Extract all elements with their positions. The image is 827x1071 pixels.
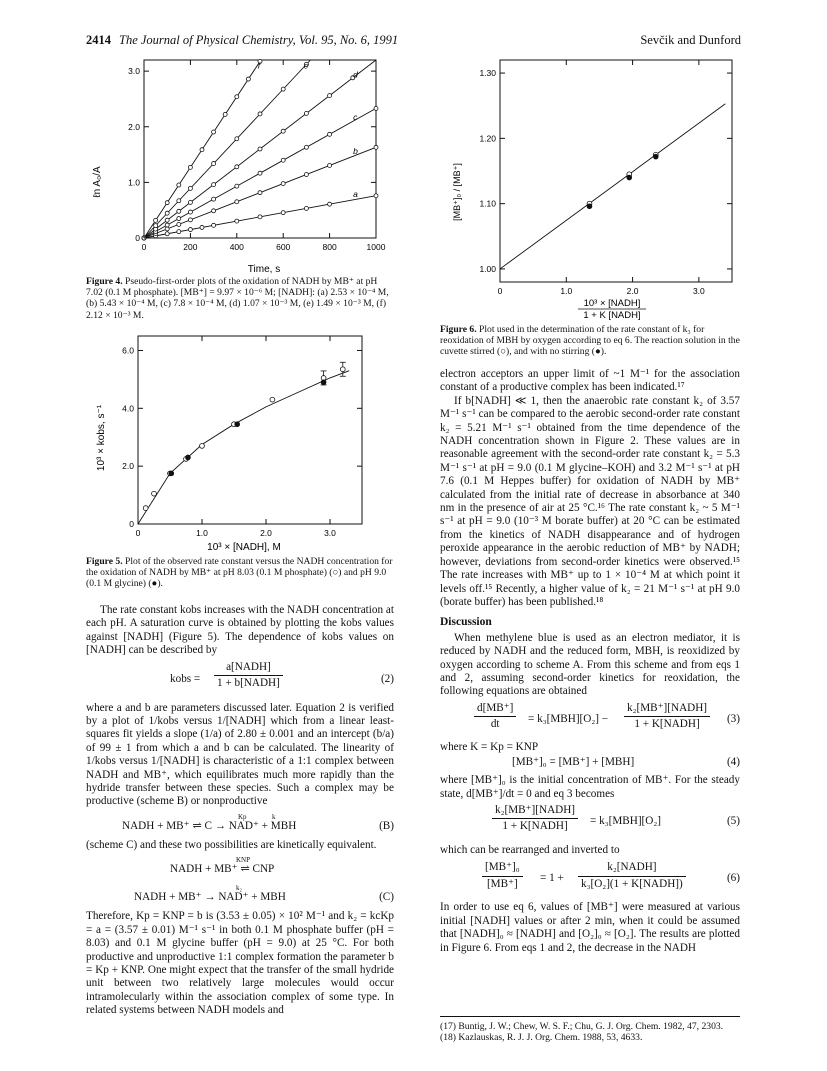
figure4-series-a-point	[374, 194, 378, 198]
figure5-x-tick-label: 1.0	[196, 528, 208, 538]
eq5-number: (5)	[726, 814, 740, 827]
figure4-series-b-point	[165, 227, 169, 231]
running-header-left	[86, 33, 398, 48]
figure5-caption-label: Figure 5.	[86, 556, 123, 567]
figure4-caption-text: Pseudo-first-order plots of the oxidation of NADH by MB⁺ at pH 7.02 (0.1 M phosphate). [MB⁺] = 9.97 × 10⁻⁶ M; [NADH]: (a) 2.53 × 10⁻⁴ M, (b) 5.43 × 10⁻⁴ M, (c) 7.8 × 10⁻⁴ M, (d) 1.07 × 10⁻³ M, (e) 1.49 × 10⁻³ M, (f) 2.12 × 10⁻³ M.	[86, 276, 389, 321]
paragraph-steady-state: where [MB⁺]₀ is the initial concentration of MB⁺. For the steady state, d[MB⁺]/dt = 0 and eq 3 becomes	[440, 774, 740, 800]
figure5-chart	[86, 328, 386, 556]
figure5-point-filled	[186, 455, 191, 460]
figure5-x-tick-label: 3.0	[324, 528, 336, 538]
paragraph-association-constant: electron acceptors an upper limit of ~1 M⁻¹ for the association constant of a productive complex has been indicated.¹⁷	[440, 368, 740, 394]
eq3-left-denominator: dt	[490, 718, 500, 731]
figure5-y-ticks	[122, 345, 362, 529]
scheme-c-equilibrium: NADH + MB⁺ ⇌ CNP	[170, 863, 275, 876]
discussion-heading: Discussion	[440, 616, 492, 629]
figure4-series-c-point	[177, 217, 181, 221]
scheme-b	[86, 811, 394, 837]
figure4-series-c-point	[374, 106, 378, 110]
scheme-c-k2: k₂	[236, 884, 242, 893]
paragraph-equation2-verification: where a and b are parameters discussed later. Equation 2 is verified by a plot of 1/kobs versus 1/[NADH] which from a linear least-squares fit yields a slope (1/a) of 2.80 ± 0.001 and an intercept (b/a) of 99 ± 1 from which a and b can be calculated. The linearity of 1/kobs versus 1/[NADH] is characteristic of a 1:1 complex between NADH and MB⁺, which equilibrates much more rapidly than the hydride transfer between these species. Such a complex may be productive (scheme B) or nonproductive	[86, 701, 394, 808]
eq4-number: (4)	[726, 756, 740, 769]
eq2-numerator: a[NADH]	[214, 661, 283, 676]
scheme-c-second	[86, 882, 394, 908]
eq3-middle: = k₃[MBH][O₂] −	[528, 712, 609, 725]
figure4-series-d-point	[235, 165, 239, 169]
where-k-definition: where K = Kp = KNP	[440, 740, 539, 753]
eq3-left-numerator: d[MB⁺]	[474, 702, 516, 717]
figure4-series-labels	[258, 60, 358, 198]
figure4-series-f-point	[200, 148, 204, 152]
figure4-series-e-point	[258, 112, 262, 116]
figure4-series-e-label: e	[303, 60, 309, 71]
figure4-series-e-point	[154, 224, 158, 228]
figure4-caption-label: Figure 4.	[86, 276, 123, 287]
paragraph-kobs-dependence: The rate constant kobs increases with the NADH concentration at each pH. A saturation curve is obtained by plotting the kobs values against [NADH] (Figure 5). The dependence of kobs values on [NADH] can be described by	[86, 604, 394, 657]
right-column-text	[440, 368, 740, 955]
figure4-series-d-label: d	[353, 69, 358, 80]
figure4-series-a-point	[328, 202, 332, 206]
paragraph-methylene-blue: When methylene blue is used as an electron mediator, it is reduced by NADH and the reduced form, MBH, is reoxidized by oxygen according to scheme A. From this scheme and from eqs 1 and 2, assuming second-order kinetics for reoxidation, the following equations are obtained	[440, 631, 740, 698]
figure5-plot-frame	[138, 336, 362, 524]
paragraph-rearranged: which can be rearranged and inverted to	[440, 843, 620, 856]
figure6-x-tick-label: 1.0	[560, 286, 573, 296]
figure6-point-filled	[587, 204, 592, 209]
figure4-series-b-point	[304, 173, 308, 177]
equation-2	[86, 661, 394, 699]
figure4-x-tick-label: 200	[183, 242, 198, 252]
figure4-y-tick-label: 0	[135, 233, 140, 243]
eq4-expression: [MB⁺]₀ = [MB⁺] + [MBH]	[512, 756, 635, 769]
figure4-series-d-point	[304, 111, 308, 115]
figure6-axes-box	[500, 60, 732, 282]
figure5-point-open	[200, 444, 205, 449]
figure5-axes-box	[138, 336, 362, 524]
figure4-series-d-point	[258, 147, 262, 151]
figure5-y-tick-label: 4.0	[122, 403, 134, 414]
references	[440, 1021, 750, 1043]
figure5-point-filled	[235, 422, 240, 427]
figure4-series-f-point	[246, 77, 250, 81]
figure4-series-e-point	[165, 211, 169, 215]
eq2-denominator: 1 + b[NADH]	[217, 677, 280, 690]
eq2-fraction	[214, 661, 283, 691]
figure5-x-ticks	[136, 336, 337, 538]
eq6-left-denominator: [MB⁺]	[486, 877, 518, 890]
figure4-series-d-point	[281, 129, 285, 133]
figure5-point-open	[152, 491, 157, 496]
figure4-series-e-point	[235, 137, 239, 141]
eq2-number: (2)	[380, 672, 394, 685]
figure6-point-filled	[627, 175, 632, 180]
left-column-text	[86, 604, 394, 1018]
figure4-series-d-point	[328, 94, 332, 98]
eq6-right-fraction	[578, 861, 686, 891]
figure4-series-a-point	[235, 219, 239, 223]
reference-17: (17) Buntig, J. W.; Chew, W. S. F.; Chu, G. J. Org. Chem. 1982, 47, 2303.	[440, 1021, 724, 1032]
figure6-x-ticks	[498, 60, 705, 296]
figure6-y-tick-label: 1.00	[479, 263, 496, 274]
figure6-y-tick-label: 1.20	[479, 133, 496, 144]
figure6-x-tick-label: 2.0	[626, 286, 639, 296]
equation-6	[440, 861, 740, 897]
figure4-series-f-point	[212, 130, 216, 134]
reference-18: (18) Kazlauskas, R. J. J. Org. Chem. 1988, 53, 4633.	[440, 1032, 643, 1044]
eq5-denominator: 1 + K[NADH]	[502, 820, 568, 833]
figure4-series-a-point	[281, 211, 285, 215]
figure6-plot-frame	[500, 60, 732, 282]
eq3-right-numerator: k₂[MB⁺][NADH]	[624, 702, 710, 717]
eq2-lhs: kobs =	[170, 672, 201, 685]
paragraph-rate-comparison: If b[NADH] ≪ 1, then the anaerobic rate constant k₂ of 3.57 M⁻¹ s⁻¹ can be compared to the aerobic second-order rate constant k₂ = 5.21 M⁻¹ s⁻¹ obtained from the time dependence of the NADH concentration shown in Figure 2. These values are in reasonable agreement with the second-order rate constant k₂ = 5.3 M⁻¹ s⁻¹ at pH = 9.0 (0.1 M glycine–KOH) and 3.2 M⁻¹ s⁻¹ at pH 7.6 (0.1 M Heppes buffer) for oxidation of NADH by MB⁺ calculated from the initial rate of decrease in absorbance at 340 nm in the presence of air at 25 °C.¹⁶ The rate constant k₂ ~ 5 M⁻¹ s⁻¹ at pH = 9.0 (10⁻³ M borate buffer) at 20 °C can be estimated from the kinetics of NADH disappearance and of hydrogen peroxide appearance in the aerobic reduction of MB⁺ by NADH; however, deviations from second-order kinetics were observed.¹⁵ The rate increases with MB⁺ up to 1 × 10⁻⁴ M at which point it levels off.¹⁵ Recently, a higher value of k₂ = 21 M⁻¹ s⁻¹ at pH 9.0 (borate buffer) has been published.¹⁸	[440, 394, 740, 608]
figure4-series-d-point	[165, 218, 169, 222]
equation-5	[440, 804, 740, 840]
figure4-series-a-point	[258, 215, 262, 219]
eq6-middle: = 1 +	[540, 872, 564, 885]
paragraph-eq6-usage: In order to use eq 6, values of [MB⁺] were measured at various initial [NADH] values or after 2 min, when it could be assumed that [NADH]₀ ≈ [NADH] and [O₂]₀ ≈ [O₂]. The results are plotted in Figure 6. From eqs 1 and 2, the decrease in the NADH	[440, 901, 740, 954]
eq3-number: (3)	[726, 712, 740, 725]
scheme-c-first	[86, 854, 394, 880]
figure4-series-b-point	[177, 222, 181, 226]
eq6-left-numerator: [MB⁺]₀	[482, 861, 523, 876]
equation-4	[440, 756, 740, 772]
figure4-series-a-point	[200, 225, 204, 229]
figure5-fit-curve	[138, 371, 349, 524]
figure4-series-a-point	[177, 230, 181, 234]
figure5-y-tick-label: 0	[129, 519, 134, 529]
figure4-series-a-point	[165, 232, 169, 236]
figure4-series-f-point	[177, 183, 181, 187]
figure4-series-d-point	[188, 200, 192, 204]
figure6-caption	[440, 324, 740, 358]
figure4-series-a-label: a	[353, 188, 358, 199]
equation-3	[440, 702, 740, 738]
figure4-series-b-point	[258, 191, 262, 195]
figure4-series-e-point	[212, 162, 216, 166]
figure4-series-f-point	[223, 112, 227, 116]
figure4-series-d-point	[212, 183, 216, 187]
figure4-series-c-point	[188, 210, 192, 214]
figure4-series-c-label: c	[353, 111, 358, 122]
eq3-left-fraction	[474, 702, 516, 732]
scheme-c-reaction: NADH + MB⁺ → NAD⁺ + MBH	[134, 891, 286, 904]
figure4-series-e-point	[177, 199, 181, 203]
figure4-series-b-point	[328, 163, 332, 167]
figure5-saturation-curve	[138, 371, 349, 524]
eq5-fraction	[492, 804, 578, 834]
figure4-series-f-point	[188, 165, 192, 169]
figure4-series-d-point	[177, 209, 181, 213]
figure4-series-b-point	[188, 218, 192, 222]
scheme-b-kp: Kp	[238, 812, 247, 821]
figure6-chart	[440, 52, 740, 320]
figure4-x-axis-label: Time, s	[247, 264, 281, 275]
eq5-rhs: = k₃[MBH][O₂]	[590, 814, 661, 827]
footnote-divider	[440, 1016, 740, 1017]
figure5-point-open	[270, 397, 275, 402]
figure5-caption-text: Plot of the observed rate constant versus the NADH concentration for the oxidation of NADH by MB⁺ at pH 8.03 (0.1 M phosphate) (○) and pH 9.0 (0.1 M glycine) (●).	[86, 556, 393, 590]
figure5-x-tick-label: 2.0	[260, 528, 272, 538]
figure5-point-open	[340, 367, 345, 372]
scheme-b-label: (B)	[379, 819, 394, 832]
scheme-b-reaction: NADH + MB⁺ ⇌ C → NAD⁺ + MBH	[122, 819, 297, 832]
figure5-point-filled	[321, 380, 326, 385]
figure4-y-tick-label: 1.0	[128, 177, 140, 188]
eq5-numerator: k₂[MB⁺][NADH]	[492, 804, 578, 819]
figure5-y-tick-label: 2.0	[122, 461, 134, 472]
figure4-series-e-point	[188, 186, 192, 190]
figure4-series-c-point	[258, 171, 262, 175]
figure4-series-c-point	[165, 223, 169, 227]
figure5-x-tick-label: 0	[135, 528, 141, 538]
figure4-series-f-label: f	[257, 60, 261, 71]
figure4-chart	[86, 52, 386, 276]
figure4-x-tick-label: 800	[322, 242, 337, 252]
figure4-x-tick-label: 600	[276, 242, 291, 252]
scheme-b-k: k	[272, 812, 276, 821]
figure4-series-a-point	[188, 228, 192, 232]
figure4-x-tick-label: 1000	[366, 242, 386, 252]
figure6-x-axis-label-denominator: 1 + K [NADH]	[583, 310, 641, 320]
figure5-point-open	[143, 506, 148, 511]
figure4-series-c-point	[281, 158, 285, 162]
eq3-right-denominator: 1 + K[NADH]	[634, 718, 700, 731]
figure4-series-b-point	[235, 200, 239, 204]
figure4-y-axis-label: ℓn A₀/A	[92, 166, 103, 198]
figure4-caption	[86, 276, 394, 321]
figure5-caption	[86, 556, 394, 590]
figure4-x-tick-label: 0	[141, 242, 147, 252]
figure4-series-a-point	[212, 223, 216, 227]
figure4-series-c-point	[212, 197, 216, 201]
figure4-series-f-point	[154, 218, 158, 222]
figure4-y-tick-label: 2.0	[128, 121, 140, 132]
scheme-c-label: (C)	[379, 891, 394, 904]
figure6-caption-text: Plot used in the determination of the rate constant of k₃ for reoxidation of MBH by oxygen according to eq 6. The reaction solution in the cuvette stirred (○), and with no stirring (●).	[440, 324, 740, 358]
figure5-y-axis-label: 10³ × kobs, s⁻¹	[96, 404, 107, 472]
figure6-regression-line	[500, 104, 725, 269]
figure4-series-c-point	[328, 132, 332, 136]
figure4-x-tick-label: 400	[229, 242, 244, 252]
figure5-x-axis-label: 10³ × [NADH], M	[207, 542, 281, 553]
figure6-x-tick-label: 3.0	[692, 286, 705, 296]
figure4-series-b-point	[212, 209, 216, 213]
figure6-caption-label: Figure 6.	[440, 324, 477, 335]
figure4-y-tick-label: 3.0	[128, 66, 140, 77]
figure4-series-b-point	[374, 145, 378, 149]
eq6-right-denominator: k₃[O₂](1 + K[NADH])	[581, 877, 683, 890]
scheme-c-knp: KNP	[236, 856, 251, 865]
figure6-y-tick-label: 1.10	[479, 198, 496, 209]
paragraph-constants: Therefore, Kp = KNP = b is (3.53 ± 0.05) × 10² M⁻¹ and k₂ = kcKp = a = (3.57 ± 0.01) M⁻¹ s⁻¹ in both 0.1 M phosphate buffer (pH = 8.03) and 0.1 M glycine buffer (pH = 9.0) at 25 °C. For both productive and unproductive 1:1 complex formation the parameter b = Kp + KNP. One might expect that the transfer of the small hydride unit between two relatively large molecules would occur intramolecularly within the association complex of some type. In related systems between NADH models and	[86, 910, 394, 1017]
figure6-x-axis-label-numerator: 10³ × [NADH]	[583, 298, 641, 309]
figure6-fit-line	[500, 104, 725, 269]
figure4-series-f-point	[165, 201, 169, 205]
eq6-number: (6)	[726, 872, 740, 885]
figure4-series-b-label: b	[353, 146, 358, 157]
figure4-series-b-point	[281, 182, 285, 186]
figure4-series-e-line	[144, 60, 310, 238]
figure4-series-e-point	[281, 87, 285, 91]
figure6-point-filled	[653, 154, 658, 159]
figure6-y-ticks	[479, 68, 732, 274]
page-number: 2414	[86, 33, 111, 47]
figure6-y-tick-label: 1.30	[479, 68, 496, 79]
figure6-x-tick-label: 0	[497, 286, 503, 296]
figure4-series-c-point	[235, 184, 239, 188]
paragraph-scheme-c-intro: (scheme C) and these two possibilities are kinetically equivalent.	[86, 838, 377, 851]
figure4-series-points	[142, 59, 378, 240]
figure5-y-tick-label: 6.0	[122, 345, 134, 356]
running-header-authors: Sevčik and Dunford	[640, 33, 741, 47]
figure6-y-axis-label: [MB⁺]₀ / [MB⁺]	[452, 163, 462, 221]
figure4-series-a-point	[304, 206, 308, 210]
figure5-point-filled	[169, 471, 174, 476]
eq6-left-fraction	[482, 861, 523, 891]
eq6-right-numerator: k₂[NADH]	[578, 861, 686, 876]
eq3-right-fraction	[624, 702, 710, 732]
figure4-series-c-point	[304, 145, 308, 149]
figure4-series-f-point	[235, 95, 239, 99]
journal-citation: The Journal of Physical Chemistry, Vol. 95, No. 6, 1991	[119, 33, 399, 47]
